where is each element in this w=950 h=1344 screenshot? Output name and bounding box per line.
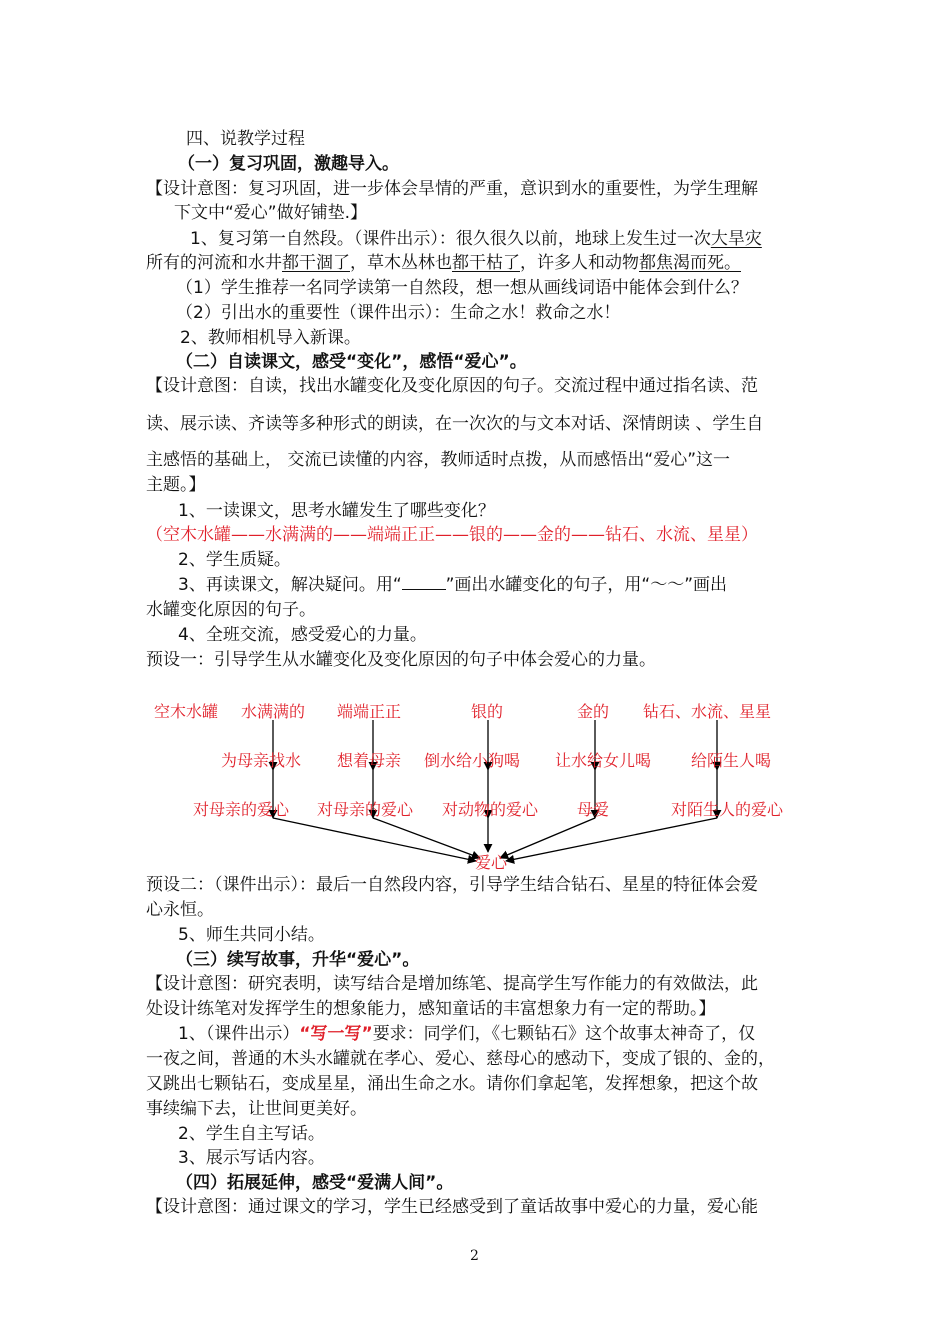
page-number: 2	[470, 1248, 479, 1264]
diagram-row1-item: 钻石、水流、星星	[643, 702, 772, 721]
sec2-preset2-line1: 预设二：（课件出示）：最后一自然段内容，引导学生结合钻石、星星的特征体会爱	[146, 875, 758, 895]
sec2-intent-line1: 【设计意图：自读，找出水罐变化及变化原因的句子。交流过程中通过指名读、范	[146, 376, 758, 396]
sec2-intent-line3: 主感悟的基础上， 交流已读懂的内容，教师适时点拨，从而感悟出“爱心”这一	[146, 450, 731, 470]
sec1-step1-line2	[146, 251, 741, 275]
text-fragment: 所有的河流和水井	[146, 253, 282, 273]
sec1-step1-text: 1、复习第一自然段。（课件出示）：很久很久以前，地球上发生过一次	[190, 229, 711, 249]
diagram-row2-item: 给陌生人喝	[691, 751, 772, 770]
sec2-heading: （二）自读课文，感受“变化”，感悟“爱心”。	[176, 352, 527, 372]
sec2-step3	[178, 573, 727, 597]
arrow	[506, 818, 717, 861]
sec2-step3-cont: 水罐变化原因的句子。	[146, 600, 316, 620]
sec1-intent-line2: 下文中“爱心”做好铺垫.】	[174, 203, 368, 223]
arrow	[273, 818, 476, 861]
sec2-step2: 2、学生质疑。	[178, 550, 291, 570]
sec3-body-line3: 事续编下去，让世间更美好。	[146, 1099, 367, 1119]
diagram-row3-item: 母爱	[577, 800, 610, 819]
sec3-step1	[178, 1022, 755, 1046]
diagram-center-love: 爱心	[475, 853, 508, 872]
diagram-row1-item: 水满满的	[241, 702, 306, 721]
underlined-phrase: 都干枯了	[452, 253, 520, 273]
diagram-row2-item: 倒水给小狗喝	[424, 751, 521, 770]
text-fragment: ，许多人和动物	[520, 253, 639, 273]
diagram-row1-item: 金的	[577, 702, 610, 721]
sec2-intent-line4: 主题。】	[146, 475, 206, 495]
sec2-step1: 1、一读课文，思考水罐发生了哪些变化？	[178, 501, 495, 521]
sec3-step3: 3、展示写话内容。	[178, 1148, 325, 1168]
sec1-heading: （一）复习巩固，激趣导入。	[178, 154, 399, 174]
diagram-row2-item: 想着母亲	[337, 751, 402, 770]
sec3-body-line2: 又跳出七颗钻石，变成星星，涌出生命之水。请你们拿起笔，发挥想象，把这个故	[146, 1074, 758, 1094]
sec1-step1	[190, 227, 762, 251]
diagram-row1-item: 银的	[471, 702, 504, 721]
sec3-step2: 2、学生自主写话。	[178, 1124, 325, 1144]
underline-sample	[402, 574, 446, 590]
sec2-change-sequence: （空木水罐——水满满的——端端正正——银的——金的——钻石、水流、星星）	[146, 525, 758, 545]
diagram-row3-item: 对母亲的爱心	[317, 800, 414, 819]
sec2-preset2-line2: 心永恒。	[146, 900, 214, 920]
sec1-sub2: （2）引出水的重要性（课件出示）：生命之水！救命之水！	[176, 303, 621, 323]
diagram-row3-item: 对母亲的爱心	[193, 800, 290, 819]
section-four-heading: 四、说教学过程	[186, 129, 305, 149]
diagram-row3-item: 对陌生人的爱心	[671, 800, 784, 819]
text-fragment: 要求：同学们，《七颗钻石》这个故事太神奇了，仅	[372, 1024, 756, 1044]
sec3-body-line1: 一夜之间，普通的木头水罐就在孝心、爱心、慈母心的感动下，变成了银的、金的，	[146, 1049, 775, 1069]
diagram-row3-item: 对动物的爱心	[442, 800, 539, 819]
arrow	[500, 818, 595, 858]
sec3-heading: （三）续写故事，升华“爱心”。	[176, 950, 420, 970]
sec4-heading: （四）拓展延伸，感受“爱满人间”。	[176, 1173, 454, 1193]
text-fragment: ，草木丛林也	[350, 253, 452, 273]
sec2-preset1: 预设一：引导学生从水罐变化及变化原因的句子中体会爱心的力量。	[146, 650, 656, 670]
underlined-phrase: 都焦渴而死。	[639, 253, 741, 273]
sec3-intent-line1: 【设计意图：研究表明，读写结合是增加练笔、提高学生写作能力的有效做法，此	[146, 974, 758, 994]
diagram-row1-item: 端端正正	[337, 702, 402, 721]
arrow	[373, 818, 480, 858]
sec2-step4: 4、全班交流，感受爱心的力量。	[178, 625, 427, 645]
underlined-phrase: 都干涸了	[282, 253, 350, 273]
sec2-step5: 5、师生共同小结。	[178, 925, 325, 945]
sec4-intent-line1: 【设计意图：通过课文的学习，学生已经感受到了童话故事中爱心的力量，爱心能	[146, 1197, 758, 1217]
text-fragment: 1、（课件出示）	[178, 1024, 300, 1044]
write-task-label: “写一写”	[299, 1024, 373, 1044]
diagram-row2-item: 让水给女儿喝	[555, 751, 652, 770]
underlined-phrase: 大旱灾	[710, 229, 762, 249]
sec3-intent-line2: 处设计练笔对发挥学生的想象能力，感知童话的丰富想象力有一定的帮助。】	[146, 999, 716, 1019]
text-fragment: 3、再读课文，解决疑问。用“	[178, 575, 402, 595]
sec1-step2: 2、教师相机导入新课。	[180, 328, 361, 348]
text-fragment: ”画出水罐变化的句子，用“～～”画出	[445, 575, 728, 595]
sec1-sub1: （1）学生推荐一名同学读第一自然段，想一想从画线词语中能体会到什么？	[176, 278, 748, 298]
sec1-intent-line1: 【设计意图：复习巩固，进一步体会旱情的严重，意识到水的重要性，为学生理解	[146, 179, 758, 199]
diagram-row1-item: 空木水罐	[154, 702, 219, 721]
sec2-intent-line2: 读、展示读、齐读等多种形式的朗读，在一次次的与文本对话、深情朗读 、学生自	[146, 414, 764, 434]
diagram-row2-item: 为母亲找水	[221, 751, 302, 770]
